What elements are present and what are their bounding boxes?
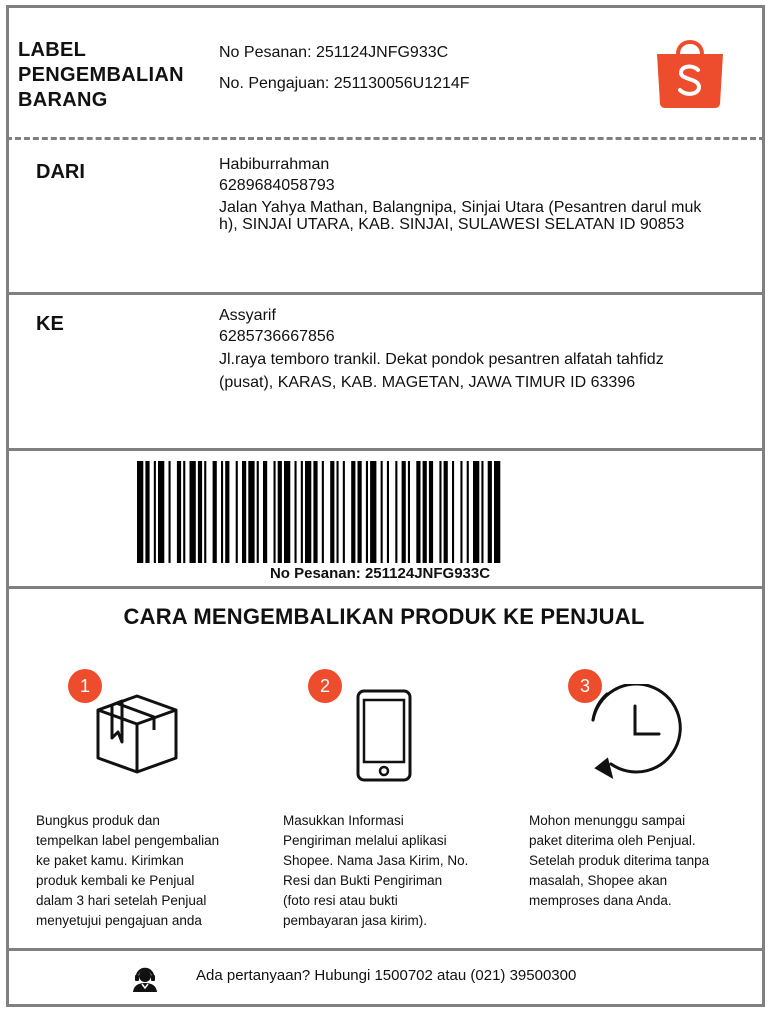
barcode-caption: No Pesanan: 251124JNFG933C [269,565,491,582]
barcode-bar [370,461,376,563]
recipient-name: Assyarif [219,307,276,324]
recipient-phone: 6285736667856 [219,328,335,345]
step-description [283,811,493,931]
barcode-bar [313,461,317,563]
barcode-bar [137,461,143,563]
step-line: ke paket kamu. Kirimkan [36,853,184,868]
step-line: Masukkan Informasi [283,813,404,828]
barcode-bar [444,461,448,563]
step-line: (foto resi atau bukti [283,893,398,908]
barcode-bar [322,461,324,563]
title-line: PENGEMBALIAN [18,64,184,86]
step-line: Shopee. Nama Jasa Kirim, No. [283,853,469,868]
step-number-badge: 3 [568,669,602,703]
order-number: No Pesanan: 251124JNFG933C [219,44,449,61]
title-line: LABEL [18,39,87,61]
barcode-bar [452,461,454,563]
barcode-bar [263,461,267,563]
from-label: DARI [36,161,85,183]
section-divider [6,586,765,589]
step-line: tempelkan label pengembalian [36,833,220,848]
section-divider [6,292,765,295]
barcode-bar [481,461,483,563]
barcode-bar [301,461,303,563]
barcode-bar [274,461,276,563]
barcode-bar [439,461,441,563]
barcode-bar [402,461,406,563]
address-line: (pusat), KARAS, KAB. MAGETAN, JAWA TIMUR ID 63396 [219,374,636,391]
barcode-bar [278,461,282,563]
barcode-bar [330,461,334,563]
barcode-bar [145,461,149,563]
barcode-bar [494,461,500,563]
address-line: Jl.raya temboro trankil. Dekat pondok pesantren alfatah tahfidz [219,351,664,368]
step-number-badge: 2 [308,669,342,703]
barcode-bar [154,461,156,563]
step-line: memproses dana Anda. [529,893,672,908]
barcode-bar [387,461,389,563]
barcode-bar [305,461,311,563]
help-contact-text: Ada pertanyaan? Hubungi 1500702 atau (021) 39500300 [196,967,577,984]
sender-phone: 6289684058793 [219,177,335,194]
sender-block [219,154,729,233]
barcode [137,461,628,563]
barcode-bar [295,461,297,563]
barcode-bar [473,461,479,563]
address-line: Jalan Yahya Mathan, Balangnipa, Sinjai Utara (Pesantren darul muk [219,199,702,216]
section-divider [6,948,765,951]
barcode-bar [198,461,202,563]
barcode-bar [429,461,433,563]
barcode-bar [158,461,164,563]
barcode-bar [395,461,397,563]
header-divider [6,137,765,140]
address-line: h), SINJAI UTARA, KAB. SINJAI, SULAWESI SELATAN ID 90853 [219,216,685,233]
barcode-bar [366,461,368,563]
step-line: Bungkus produk dan [36,813,160,828]
barcode-bar [381,461,383,563]
recipient-address [219,348,729,394]
barcode-bar [467,461,469,563]
barcode-bar [169,461,171,563]
instructions-title: CARA MENGEMBALIKAN PRODUK KE PENJUAL [123,604,645,629]
step-line: produk kembali ke Penjual [36,873,195,888]
step-line: Mohon menunggu sampai [529,813,686,828]
customer-service-icon [131,964,159,992]
barcode-bar [190,461,196,563]
barcode-bar [460,461,462,563]
step-line: masalah, Shopee akan [529,873,668,888]
barcode-bar [213,461,217,563]
step-line: paket diterima oleh Penjual. [529,833,696,848]
label-title [18,38,218,113]
sender-address [219,199,729,233]
barcode-bar [351,461,355,563]
to-label: KE [36,313,64,335]
barcode-bar [284,461,290,563]
step-line: menyetujui pengajuan anda [36,913,202,928]
barcode-bar [248,461,254,563]
barcode-bar [416,461,420,563]
step-line: pembayaran jasa kirim). [283,913,428,928]
step-description [36,811,246,931]
barcode-bar [358,461,362,563]
step-line: dalam 3 hari setelah Penjual [36,893,207,908]
smartphone-icon [356,689,412,782]
barcode-bar [257,461,259,563]
step-line: Setelah produk diterima tanpa [529,853,710,868]
package-box-icon [94,692,180,776]
barcode-bar [343,461,345,563]
title-line: BARANG [18,89,108,111]
barcode-bar [177,461,181,563]
step-line: Pengiriman melalui aplikasi [283,833,447,848]
barcode-bar [242,461,246,563]
step-number-badge: 1 [68,669,102,703]
barcode-bar [183,461,185,563]
barcode-bar [225,461,229,563]
shopee-bag-icon [654,34,726,110]
submission-number: No. Pengajuan: 251130056U1214F [219,75,470,92]
section-divider [6,448,765,451]
step-line: Resi dan Bukti Pengiriman [283,873,443,888]
barcode-bar [337,461,339,563]
barcode-bar [408,461,410,563]
clock-history-icon [583,684,689,782]
barcode-bar [221,461,223,563]
barcode-bar [488,461,492,563]
sender-name: Habiburrahman [219,156,330,173]
recipient-block [219,305,729,394]
step-description [529,811,739,911]
barcode-bar [204,461,206,563]
barcode-bar [236,461,238,563]
barcode-bar [423,461,427,563]
